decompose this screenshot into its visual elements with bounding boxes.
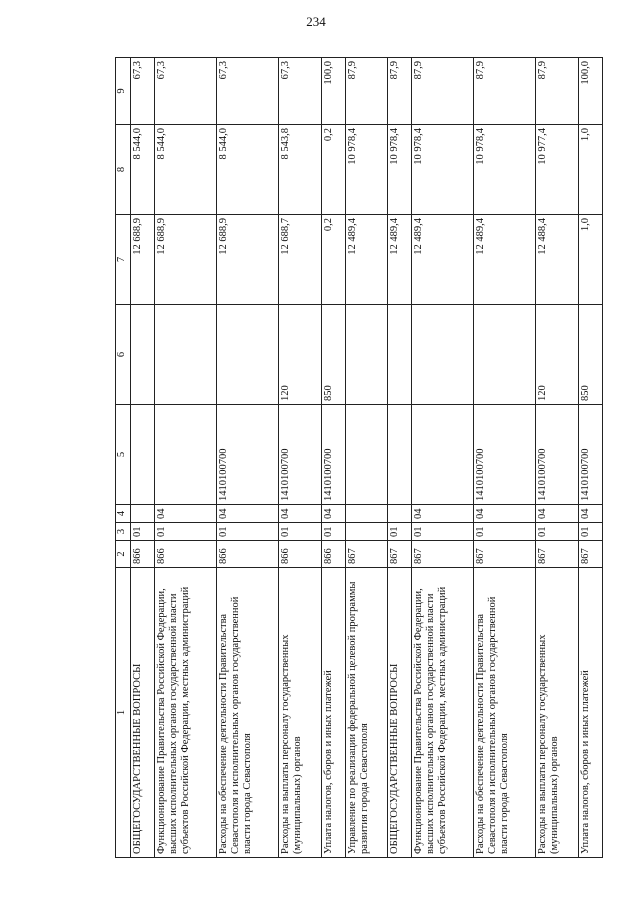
column-header: 3 [116,523,131,541]
table-row [216,58,278,858]
table-cell: 01 [388,523,412,541]
table-cell: 866 [321,541,345,568]
table-cell: 67,3 [154,58,216,125]
table-cell [131,305,155,405]
table-cell: 867 [579,541,603,568]
table-cell: 100,0 [579,58,603,125]
table-cell: 67,3 [278,58,321,125]
table-cell [388,505,412,523]
column-header: 6 [116,305,131,405]
table-cell [412,405,474,505]
table-cell: 12 688,7 [278,215,321,305]
rotated-table-frame [115,58,615,858]
table-cell [154,405,216,505]
table-cell: 866 [154,541,216,568]
column-header: 2 [116,541,131,568]
table-cell [154,305,216,405]
column-header: 9 [116,58,131,125]
column-header: 4 [116,505,131,523]
table-cell: 12 688,9 [154,215,216,305]
table-cell: Расходы на выплаты персоналу государственных (муниципальных) органов [278,568,321,858]
table-cell: 850 [579,305,603,405]
table-cell: Управление по реализации федеральной целевой программы развития города Севастополя [345,568,388,858]
table-cell: 04 [278,505,321,523]
table-cell: 01 [536,523,579,541]
table-cell: Расходы на обеспечение деятельности Правительства Севастополя и исполнительных органов государственной власти города Севастополя [474,568,536,858]
table-cell: 12 488,4 [536,215,579,305]
table-cell: 1410100700 [321,405,345,505]
table-cell: 8 544,0 [216,125,278,215]
table-cell: 04 [321,505,345,523]
table-cell: 10 978,4 [474,125,536,215]
table-cell: Расходы на выплаты персоналу государственных (муниципальных) органов [536,568,579,858]
table-cell: 12 688,9 [131,215,155,305]
table-cell: 01 [321,523,345,541]
table-cell: 1,0 [579,215,603,305]
table-row [536,58,579,858]
table-cell [216,305,278,405]
column-header: 1 [116,568,131,858]
table-cell: 04 [579,505,603,523]
table-cell: 867 [474,541,536,568]
table-cell: Уплата налогов, сборов и иных платежей [579,568,603,858]
table-cell: 01 [154,523,216,541]
table-cell: 1410100700 [474,405,536,505]
table-cell: 01 [474,523,536,541]
table-cell: 1410100700 [536,405,579,505]
table-row [579,58,603,858]
table-cell: 04 [536,505,579,523]
table-row [345,58,388,858]
table-cell: 87,9 [474,58,536,125]
table-cell: 12 489,4 [412,215,474,305]
table-cell: 04 [474,505,536,523]
column-header: 8 [116,125,131,215]
table-cell: 120 [536,305,579,405]
table-cell: 1410100700 [278,405,321,505]
table-cell [388,405,412,505]
table-cell: 100,0 [321,58,345,125]
table-cell: 1410100700 [216,405,278,505]
column-header: 7 [116,215,131,305]
table-row [412,58,474,858]
table-cell [345,523,388,541]
table-cell: 01 [278,523,321,541]
table-cell: 10 977,4 [536,125,579,215]
table-row [474,58,536,858]
table-cell [474,305,536,405]
table-cell: ОБЩЕГОСУДАРСТВЕННЫЕ ВОПРОСЫ [131,568,155,858]
table-cell: 0,2 [321,215,345,305]
table-cell: 866 [278,541,321,568]
table-cell: 8 544,0 [131,125,155,215]
table-cell: 1,0 [579,125,603,215]
table-cell: 01 [579,523,603,541]
table-cell [131,405,155,505]
table-cell: 10 978,4 [412,125,474,215]
table-header-row [116,58,131,858]
table-cell: 0,2 [321,125,345,215]
table-row [154,58,216,858]
table-cell: Функционирование Правительства Российской Федерации, высших исполнительных органов государственной власти субъектов Российской Федерации, местных администраций [412,568,474,858]
table-cell: 12 489,4 [474,215,536,305]
table-cell: 87,9 [388,58,412,125]
table-cell: 12 489,4 [345,215,388,305]
table-cell: 04 [412,505,474,523]
table-cell: 120 [278,305,321,405]
table-cell: 04 [216,505,278,523]
table-cell [345,305,388,405]
table-row [131,58,155,858]
table-cell [412,305,474,405]
table-cell: 01 [412,523,474,541]
table-cell: 10 978,4 [345,125,388,215]
table-cell: 12 688,9 [216,215,278,305]
table-cell: 01 [216,523,278,541]
table-cell: 867 [388,541,412,568]
table-cell: 87,9 [536,58,579,125]
page-number: 234 [306,14,326,29]
table-cell: 10 978,4 [388,125,412,215]
table-cell: 867 [412,541,474,568]
table-cell [131,505,155,523]
table-cell [388,305,412,405]
table-cell: Уплата налогов, сборов и иных платежей [321,568,345,858]
table-cell: 87,9 [345,58,388,125]
table-cell: 8 543,8 [278,125,321,215]
budget-table [115,57,603,858]
table-cell: 866 [216,541,278,568]
table-cell: 866 [131,541,155,568]
table-cell: Расходы на обеспечение деятельности Правительства Севастополя и исполнительных органов государственной власти города Севастополя [216,568,278,858]
table-cell: 04 [154,505,216,523]
table-cell: Функционирование Правительства Российской Федерации, высших исполнительных органов государственной власти субъектов Российской Федерации, местных администраций [154,568,216,858]
table-cell: 87,9 [412,58,474,125]
table-cell: 67,3 [131,58,155,125]
table-cell [345,505,388,523]
table-cell: 867 [345,541,388,568]
table-cell: 01 [131,523,155,541]
table-cell: 850 [321,305,345,405]
table-cell: 67,3 [216,58,278,125]
table-cell [345,405,388,505]
table-cell: 12 489,4 [388,215,412,305]
table-row [388,58,412,858]
table-cell: 1410100700 [579,405,603,505]
table-cell: ОБЩЕГОСУДАРСТВЕННЫЕ ВОПРОСЫ [388,568,412,858]
table-row [321,58,345,858]
table-cell: 867 [536,541,579,568]
table-row [278,58,321,858]
column-header: 5 [116,405,131,505]
table-cell: 8 544,0 [154,125,216,215]
rotated-table-region [115,58,615,858]
